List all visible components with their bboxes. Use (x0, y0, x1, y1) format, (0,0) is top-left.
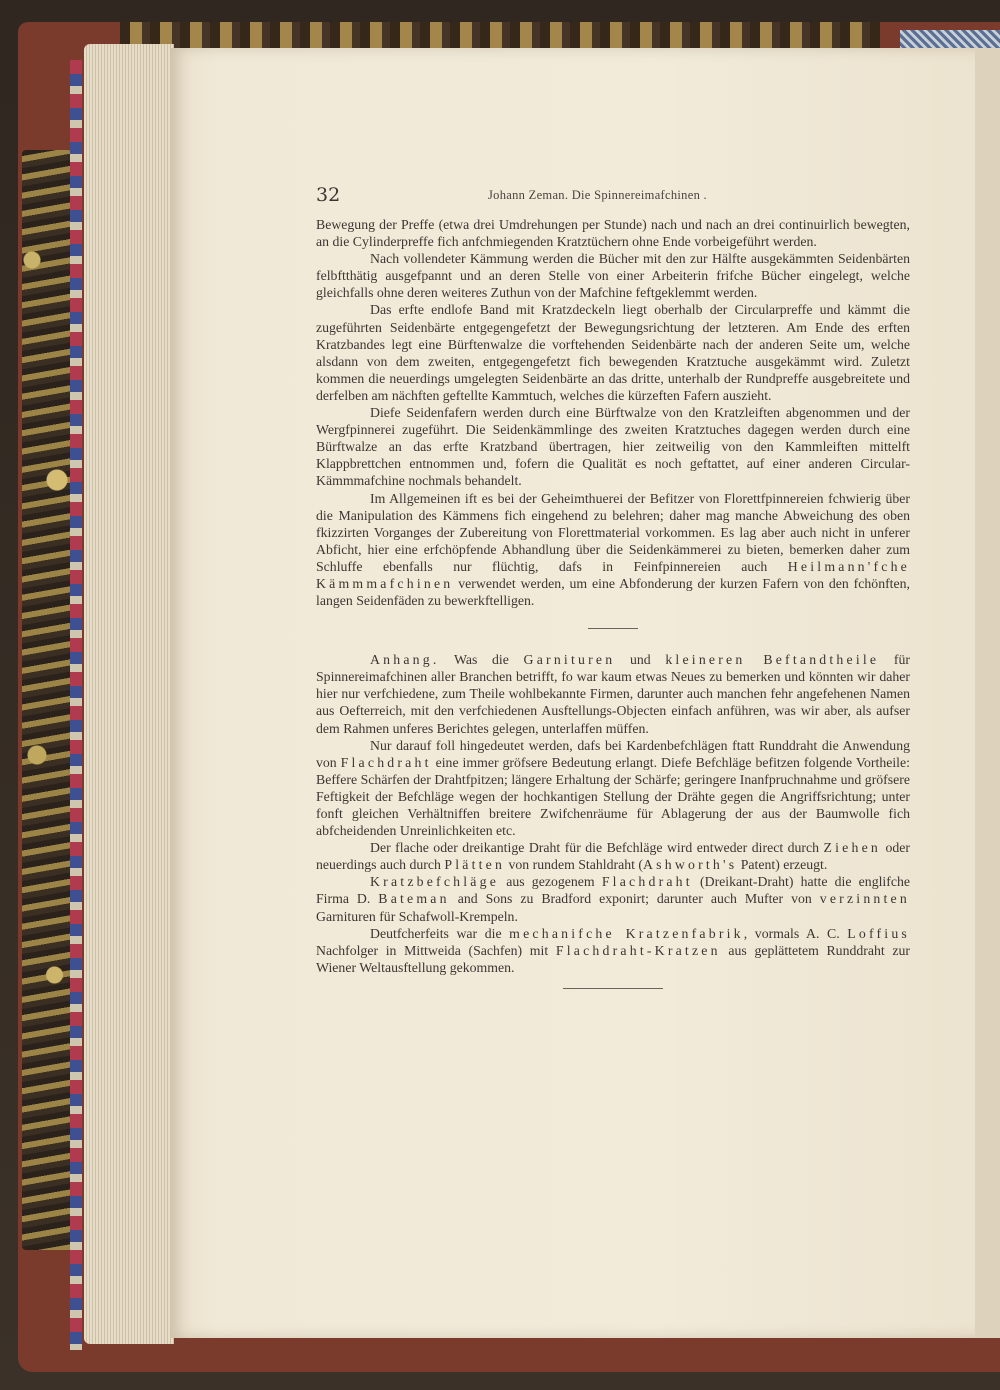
paragraph-text: aus gezogenem (499, 874, 602, 890)
paragraph: Bewegung der Preffe (etwa drei Umdrehungen per Stunde) nach und nach an drei continuirlich bewegten, an die Cylinderpreffe fich anfchmiegenden Kratztüchern ohne Ende vorbeigeführt werden. (316, 217, 910, 250)
spaced-term: Ziehen (823, 840, 882, 856)
paragraph-text: oder neuerdings auch durch (316, 840, 910, 873)
paragraph-text: verwendet werden, um eine Abfonderung der kurzen Fafern von den fchönften, langen Seidenfäden zu bewerkftelligen. (316, 575, 910, 609)
page-right-edge (975, 48, 1000, 1338)
body-text (316, 216, 910, 989)
paragraph-text: Der flache oder dreikantige Draht für die Befchläge wird entweder direct durch (370, 840, 824, 856)
spaced-term: Plätten (444, 857, 506, 873)
page-block-edges (84, 44, 174, 1344)
paragraph-text: und (615, 652, 666, 668)
anhang-paragraph (316, 839, 910, 873)
section-heading: Anhang. (370, 652, 440, 668)
paragraph-text: Was die (439, 652, 524, 668)
page-edge-stripe (70, 60, 82, 1350)
marbled-top-edge (120, 22, 880, 48)
spaced-term: Ashworth's (643, 857, 738, 873)
anhang-paragraph (316, 873, 910, 924)
marbled-endpaper (22, 150, 72, 1250)
paragraph (316, 490, 910, 610)
paragraph-text: Nur darauf foll hingedeutet werden, dafs bei Kardenbefchlägen ftatt Runddraht die Anwendung von (316, 737, 910, 770)
spaced-term: mechanifche Kratzenfabrik (509, 925, 744, 941)
spaced-term: Heilmann'fche Kämmmafchinen (316, 558, 910, 591)
paragraph: Das erfte endlofe Band mit Kratzdeckeln liegt oberhalb der Circularpreffe und kämmt die zugeführten Seidenbärte entgegengefetzt der Bewegungsrichtung der letzteren. Am Ende des erften Kratzbandes legt eine Bürftenwalze die vorftehenden Seidenbärte nach der anderen Seite um, welche alsdann von dem zweiten, entgegengefetzt fich bewegenden Kratztuche ausgekämmt wird. Zuletzt kommen die neuerdings umgelegten Seidenbärte an das dritte, unterhalb der Rundpreffe ausgebreitete und derfelben am nächften geftellte Kammtuch, welches die kürzeften Fafern auszieht. (316, 302, 910, 403)
paragraph-text: (Dreikant-Draht) hatte die englifche Firma D. (316, 874, 910, 907)
page-number: 32 (316, 184, 341, 206)
spaced-term: Flachdraht (340, 754, 432, 770)
spaced-term: Flachdraht-Kratzen (555, 942, 721, 958)
spaced-term: verzinnten (819, 891, 910, 907)
page-header (316, 184, 910, 208)
section-divider (588, 628, 638, 629)
paragraph-text: Nachfolger in Mittweida (Sachfen) mit (316, 942, 556, 958)
paragraph-text: Im Allgemeinen ift es bei der Geheimthuerei der Befitzer von Florettfpinnereien fchwierig über die Manipulation des Kämmens fich eingehend zu belehren; daher mag manche Abweichung des oben fkizzirten Vorganges der Zubereitung von Florettmaterial vorkommen. Es lag aber auch nicht in unferer Abficht, hier eine erfchöpfende Abhandlung über die Seidenkämmerei zu bieten, bemerken daher zum Schluffe ebenfalls nur flüchtig, dafs in Feinfpinnereien auch (316, 490, 910, 574)
anhang-paragraph (316, 651, 910, 736)
spaced-term: kleineren Beftandtheile (665, 652, 880, 668)
spaced-term: Loffius (847, 925, 911, 941)
spaced-term: Garnituren (523, 652, 616, 668)
spaced-term: Flachdraht (601, 874, 693, 890)
spaced-term: Bateman (378, 891, 450, 907)
paragraph-text: Garnituren für Schafwoll-Krempeln. (316, 908, 518, 924)
paragraph-text: von rundem Stahldraht ( (505, 857, 644, 873)
paragraph-text: Patent) erzeugt. (737, 857, 828, 873)
paragraph-text: and Sons zu Bradford exponirt; darunter auch Mufter von (449, 891, 820, 907)
anhang-paragraph (316, 925, 910, 976)
paragraph-text: aus geplättetem Runddraht zur Wiener Weltausftellung gekommen. (316, 942, 910, 975)
end-divider (563, 988, 663, 989)
paragraph-text: für Spinnereimafchinen aller Branchen betrifft, fo war kaum etwas Neues zu bemerken und könnten wir daher hier nur verfchiedene, zum Theile wohlbekannte Firmen, darunter auch manchen fehr angefehenen Namen aus Oefterreich, mit den verfchiedenen Ausftellungs-Objecten einfach anführen, was wir aber, als aufser dem Rahmen unferes Berichtes gelegen, unterlaffen müffen. (316, 652, 910, 736)
anhang-paragraph (316, 737, 910, 840)
paragraph-text: Deutfcherfeits war die (370, 925, 510, 941)
paragraph-text: eine immer gröfsere Bedeutung erlangt. Diefe Befchläge befitzen folgende Vortheile: Beffere Schärfen der Drahtfpitzen; längere Erhaltung der Schärfe; geringere Inanfpruchnahme und gröfsere Feftigkeit der Befchläge wegen der hochkantigen Stellung der Drähte gegen die Angriffsrichtung; unter fonft gleichen Verhältniffen breitere Zwifchenräume für Ablagerung der aus der Baumwolle fich abfcheidenden Unreinlichkeiten etc. (316, 754, 910, 839)
running-head: Johann Zeman. Die Spinnereimafchinen . (488, 188, 707, 202)
paragraph-text: , vormals A. C. (743, 925, 848, 941)
spaced-term: Kratzbefchläge (370, 874, 500, 890)
paragraph: Nach vollendeter Kämmung werden die Bücher mit den zur Hälfte ausgekämmten Seidenbärten felbftthätig ausgefpannt und an deren Stelle von einer Arbeiterin frifche Bücher eingelegt, welche gleichfalls ohne deren weiteres Zuthun von der Mafchine feftgeklemmt werden. (316, 251, 910, 301)
paragraph: Diefe Seidenfafern werden durch eine Bürftwalze von den Kratzleiften abgenommen und der Wergfpinnerei zugeführt. Die Seidenkämmlinge des zweiten Kratztuches dagegen werden durch eine Bürftwalze an das erfte Kratzband übertragen, hier zeitweilig von den Kammleiften mittelft Klappbrettchen entnommen und, fofern die Qualität es noch geftattet, auf einer anderen Circular-Kämmmafchine nochmals behandelt. (316, 405, 910, 489)
